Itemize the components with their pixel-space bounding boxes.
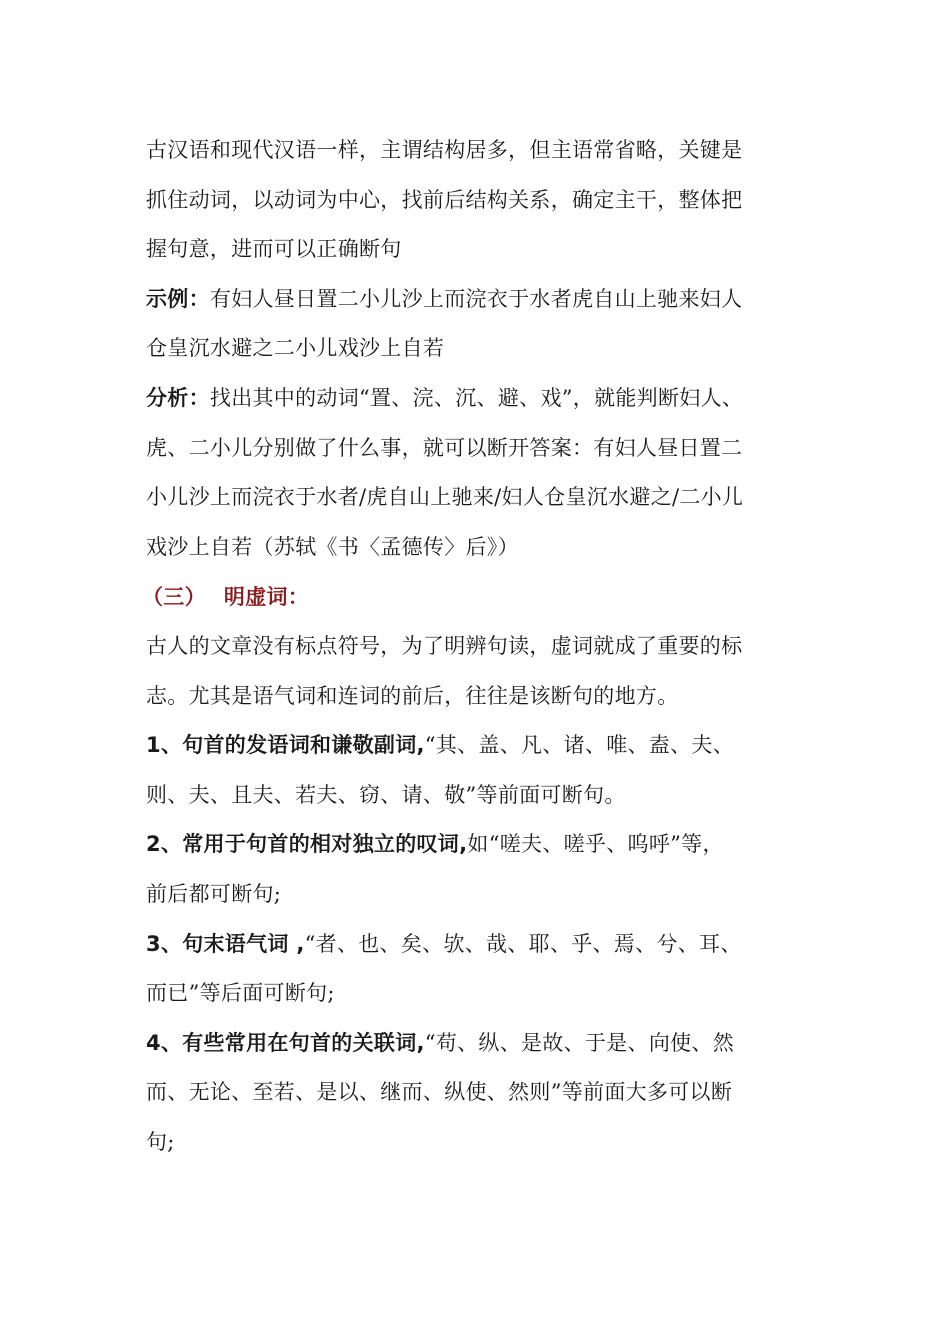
- item-2-line-1: [146, 820, 818, 870]
- analysis-line-3: 小儿沙上而浣衣于水者/虎自山上驰来/妇人仓皇沉水避之/二小儿: [146, 485, 744, 510]
- item-1-bold: 1、句首的发语词和谦敬副词,: [146, 733, 425, 758]
- analysis-text-1: 找出其中的动词“置、浣、沉、避、戏”，就能判断妇人、: [209, 385, 744, 410]
- section-3-heading: [142, 572, 818, 622]
- item-1-line-2: 则、夫、且夫、若夫、窃、请、敬”等前面可断句。: [146, 782, 626, 807]
- item-1-text-1: “其、盖、凡、诸、唯、盍、夫、: [424, 733, 735, 758]
- analysis-label: 分析：: [146, 385, 210, 410]
- item-4-line-2: 而、无论、至若、是以、继而、纵使、然则”等前面大多可以断: [146, 1080, 733, 1105]
- item-3-line-1: [146, 920, 818, 970]
- analysis-line-1: [146, 374, 818, 424]
- intro-line-2: 抓住动词，以动词为中心，找前后结构关系，确定主干，整体把: [146, 187, 743, 212]
- document-page: [142, 126, 818, 1167]
- section-3-intro-line-2: 志。尤其是语气词和连词的前后，往往是该断句的地方。: [146, 683, 679, 708]
- example-line-1: [146, 275, 818, 325]
- section-3-title: 明虚词：: [223, 584, 310, 610]
- item-3-line-2: 而已”等后面可断句;: [146, 981, 335, 1006]
- item-2-line-2: 前后都可断句;: [146, 881, 282, 906]
- example-line-2: 仓皇沉水避之二小儿戏沙上自若: [146, 336, 445, 361]
- item-3-bold: 3、句末语气词 ,: [146, 931, 305, 956]
- section-3-number: （三）: [142, 584, 206, 610]
- intro-line-3: 握句意，进而可以正确断句: [146, 237, 402, 262]
- item-2-text-1: 如“嗟夫、嗟乎、呜呼”等，: [467, 832, 724, 857]
- item-4-bold: 4、有些常用在句首的关联词,: [146, 1030, 425, 1055]
- intro-line-1: 古汉语和现代汉语一样，主谓结构居多，但主语常省略，关键是: [146, 138, 743, 162]
- item-3-text-1: “者、也、矣、欤、哉、耶、乎、焉、兮、耳、: [304, 931, 742, 956]
- section-3-intro-line-1: 古人的文章没有标点符号，为了明辨句读，虚词就成了重要的标: [146, 633, 743, 658]
- item-4-text-1: “苟、纵、是故、于是、向使、然: [424, 1030, 735, 1055]
- analysis-line-4: 戏沙上自若（苏轼《书〈孟德传〉后》）: [146, 534, 519, 559]
- item-4-line-1: [146, 1019, 818, 1069]
- item-4-line-3: 句;: [146, 1129, 175, 1154]
- analysis-line-2: 虎、二小儿分别做了什么事，就可以断开答案：有妇人昼日置二: [146, 435, 743, 460]
- example-text-1: 有妇人昼日置二小儿沙上而浣衣于水者虎自山上驰来妇人: [209, 286, 743, 311]
- item-1-line-1: [146, 721, 818, 771]
- example-label: 示例：: [146, 286, 210, 311]
- item-2-bold: 2、常用于句首的相对独立的叹词,: [146, 832, 468, 857]
